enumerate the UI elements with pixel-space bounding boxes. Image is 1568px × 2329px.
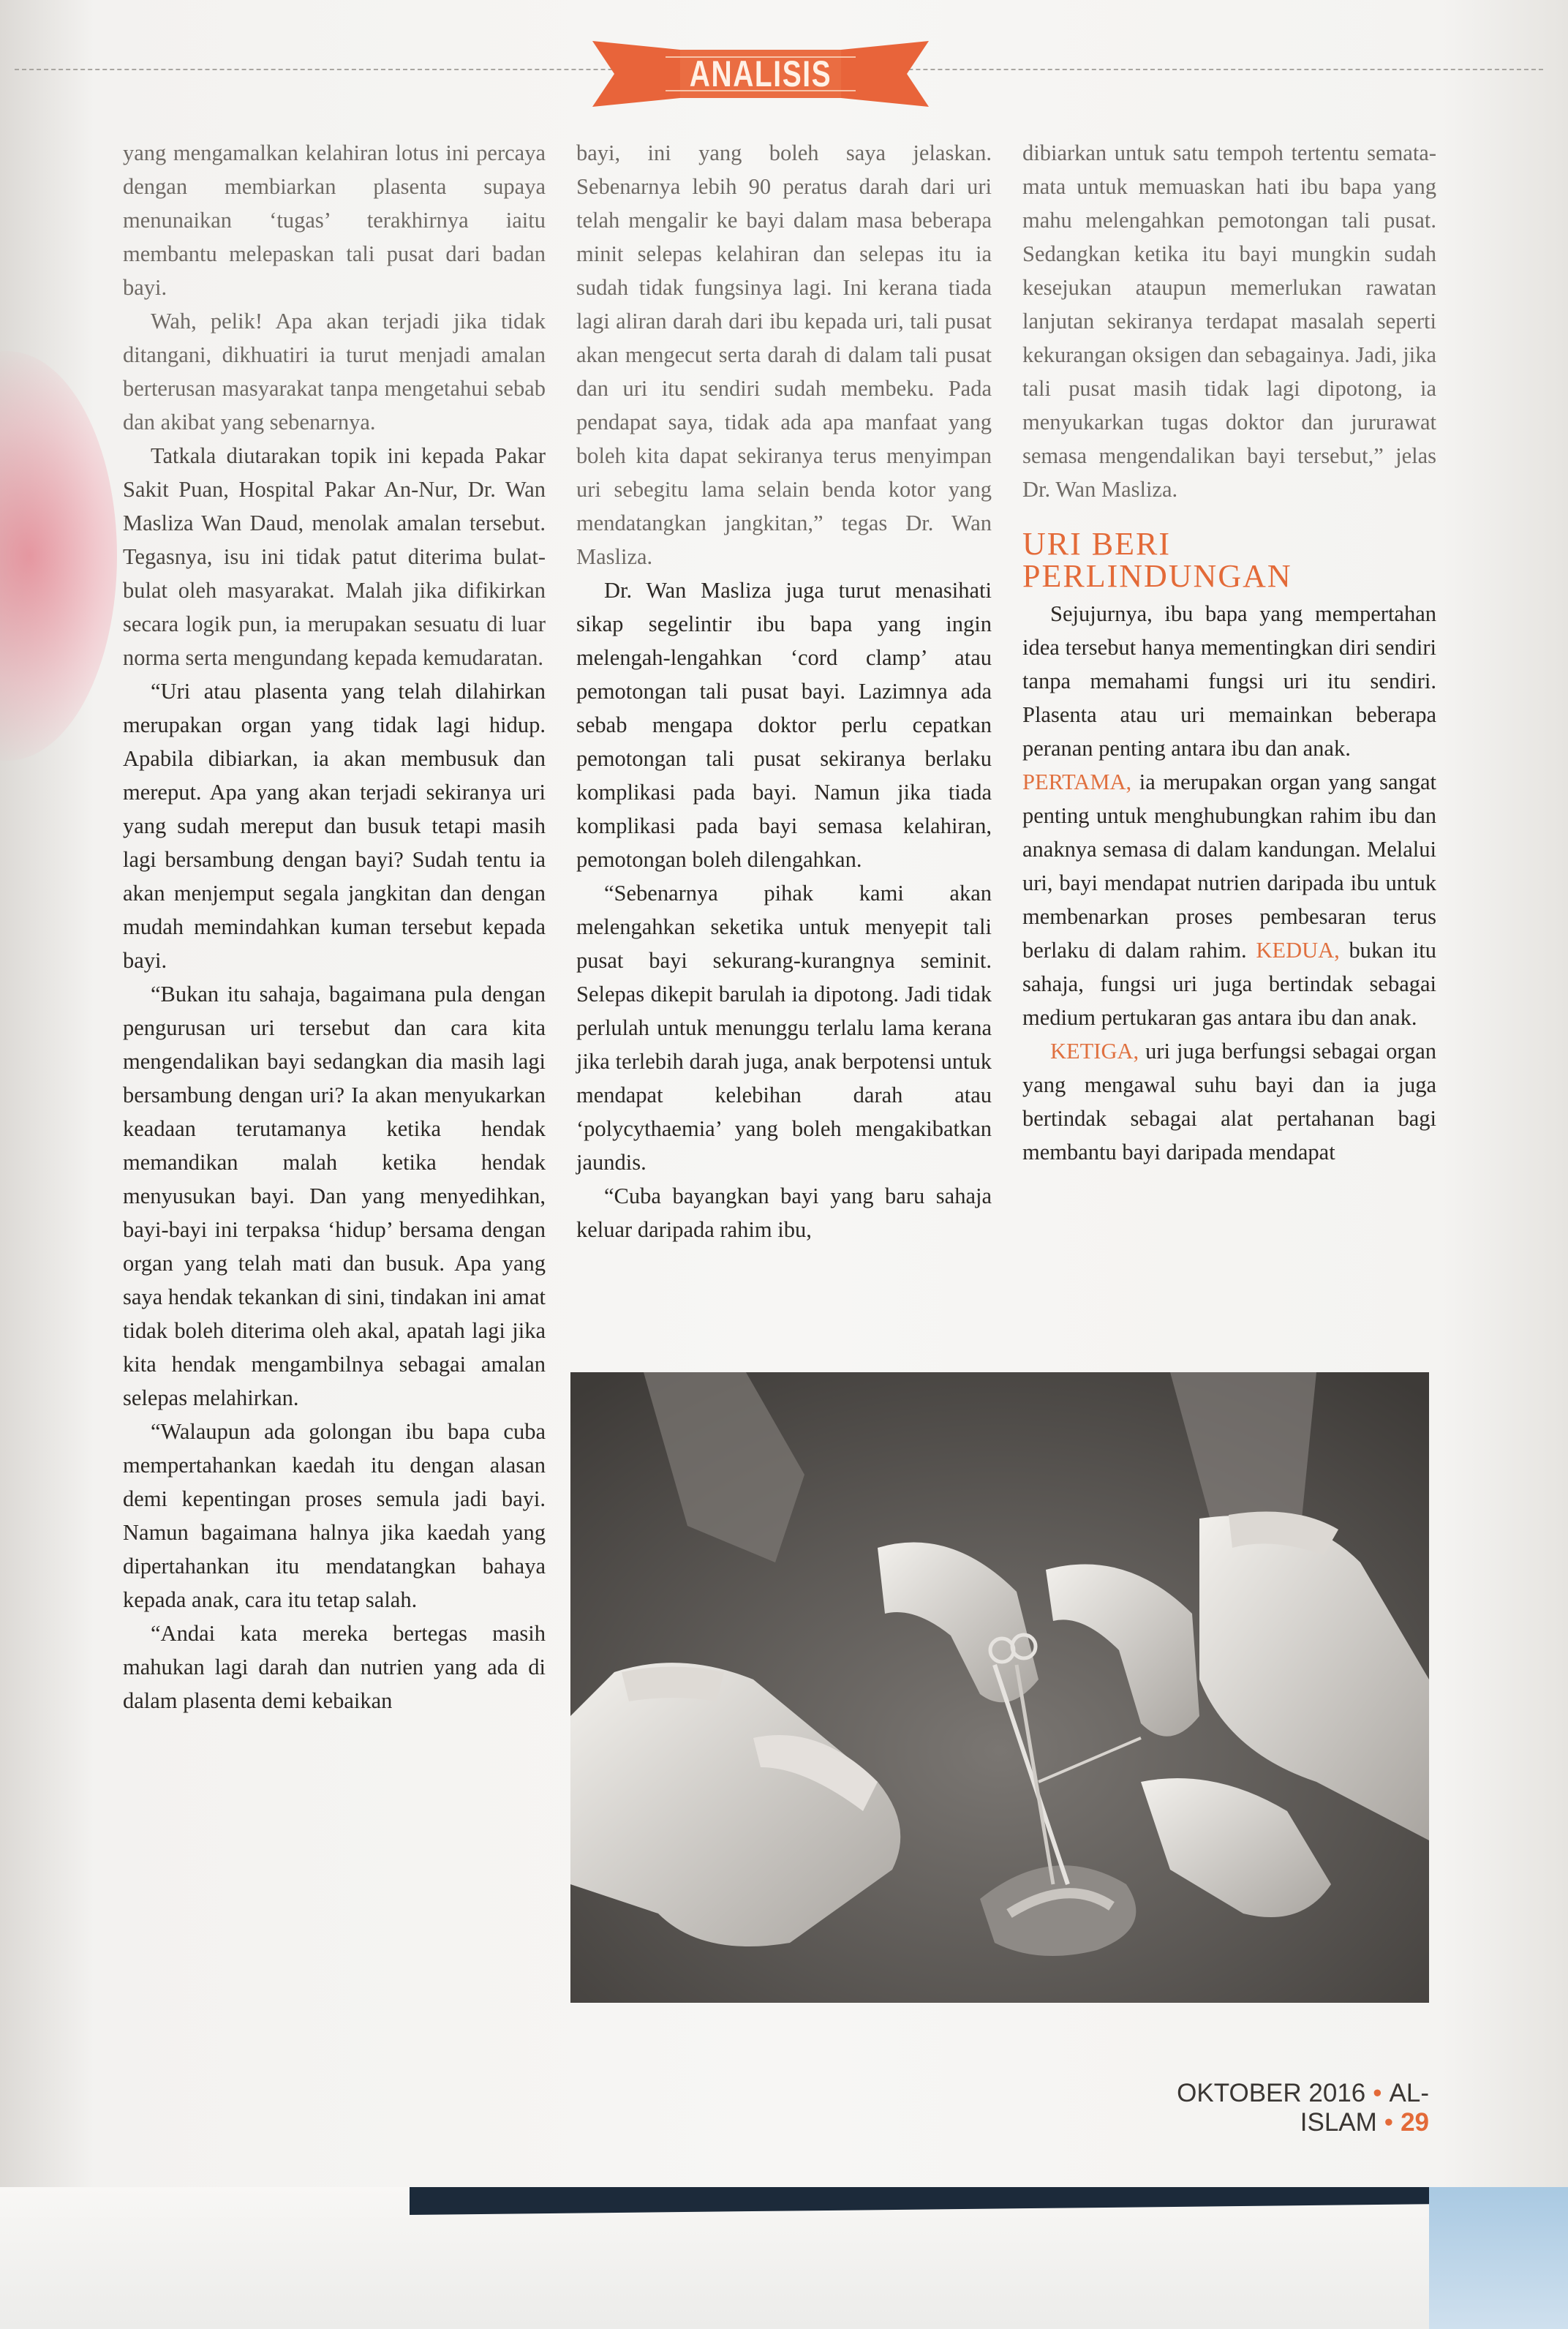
footer-bullet: • [1384,2108,1394,2137]
keyword-first: PERTAMA, [1022,770,1132,794]
article-column-1 [123,136,546,1717]
magazine-name: AL-ISLAM [1300,2079,1429,2137]
subheading: URI BERI PERLINDUNGAN [1022,526,1292,594]
paragraph: “Walaupun ada golongan ibu bapa cuba mempertahankan kaedah itu dengan alasan demi kepentingan proses semula jadi bayi. Namun bagaimana halnya jika kaedah yang dipertahankan itu mendatangkan bahaya kepada anak, cara itu tetap salah. [123,1419,546,1612]
paragraph: yang mengamalkan kelahiran lotus ini percaya dengan membiarkan plasenta supaya menunaikan ‘tugas’ terakhirnya iaitu membantu melepaskan tali pusat dari badan bayi. [123,140,546,300]
page-footer [1053,2079,1429,2137]
underlying-blue-edge [1429,2187,1568,2329]
section-label: ANALISIS [689,53,832,94]
article-photo [570,1372,1429,2003]
paragraph: “Uri atau plasenta yang telah dilahirkan merupakan organ yang tidak lagi hidup. Apabila dibiarkan, ia akan membusuk dan mereput. Apa yang akan terjadi sekiranya uri yang sudah mereput dan busuk tetapi masih lagi bersambung dengan bayi? Sudah tentu ia akan menjemput segala jangkitan dan dengan mudah memindahkan kuman tersebut kepada bayi. [123,679,546,973]
paragraph: “Sebenarnya pihak kami akan melengahkan seketika untuk menyepit tali pusat bayi sekurang-kurangnya seminit. Selepas dikepit barulah ia dipotong. Jadi tidak perlulah untuk menunggu terlalu lama kerana jika terlebih darah juga, anak berpotensi untuk mendapat kelebihan darah atau ‘polycythaemia’ yang boleh mengakibatkan jaundis. [576,881,992,1175]
paragraph-text: bukan itu sahaja, fungsi uri juga bertindak sebagai medium pertukaran gas antara ibu dan anak. [1022,938,1436,1030]
paragraph: dibiarkan untuk satu tempoh tertentu semata-mata untuk memuaskan hati ibu bapa yang mahu melengahkan pemotongan tali pusat. Sedangkan ketika itu bayi mungkin sudah kesejukan ataupun memerlukan rawatan lanjutan sekiranya terdapat masalah seperti kekurangan oksigen dan sebagainya. Jadi, jika tali pusat masih tidak lagi dipotong, ia menyukarkan tugas doktor dan jururawat semasa mengendalikan bayi tersebut,” jelas Dr. Wan Masliza. [1022,140,1436,502]
issue-date: OKTOBER 2016 [1177,2079,1366,2107]
paragraph: “Cuba bayangkan bayi yang baru sahaja keluar daripada rahim ibu, [576,1184,992,1242]
article-column-3 [1022,136,1436,1169]
paragraph: “Bukan itu sahaja, bagaimana pula dengan pengurusan uri tersebut dan cara kita mengendalikan bayi sedangkan dia masih lagi bersambung dengan uri? Ia akan menyukarkan keadaan terutamanya ketika hendak memandikan malah ketika hendak menyusukan bayi. Dan yang menyedihkan, bayi-bayi ini terpaksa ‘hidup’ bersama dengan organ yang telah mati dan busuk. Apa yang saya hendak tekankan di sini, tindakan ini amat tidak boleh diterima oleh akal, apatah lagi jika kita hendak mengambilnya sebagai amalan selepas melahirkan. [123,982,546,1410]
page-number: 29 [1401,2108,1429,2137]
gloved-hands-cord-clamp-image [570,1372,1429,2003]
article-column-2 [576,136,992,1246]
footer-bullet: • [1373,2079,1382,2107]
section-banner [592,34,929,114]
paragraph: bayi, ini yang boleh saya jelaskan. Sebenarnya lebih 90 peratus darah dari uri telah mengalir ke bayi dalam masa beberapa minit selepas kelahiran dan selepas itu ia sudah tidak fungsinya lagi. Ini kerana tiada lagi aliran darah dari ibu kepada uri, tali pusat akan mengecut serta darah di dalam tali pusat dan uri itu sendiri sudah membeku. Pada pendapat saya, tidak ada apa manfaat yang boleh kita dapat sekiranya terus menyimpan uri sebegitu lama selain benda kotor yang mendatangkan jangkitan,” tegas Dr. Wan Masliza. [576,140,992,569]
keyword-second: KEDUA, [1256,938,1340,963]
paragraph: Wah, pelik! Apa akan terjadi jika tidak ditangani, dikhuatiri ia turut menjadi amalan berterusan masyarakat tanpa mengetahui sebab dan akibat yang sebenarnya. [123,309,546,434]
paragraph-text: ia merupakan organ yang sangat penting untuk menghubungkan rahim ibu dan anaknya semasa di dalam kandungan. Melalui uri, bayi mendapat nutrien daripada ibu untuk membenarkan proses pembesaran terus berlaku di dalam rahim. [1022,770,1437,963]
paragraph [1022,1034,1436,1169]
paragraph: Sejujurnya, ibu bapa yang mempertahan idea tersebut hanya mementingkan diri sendiri tanpa memahami fungsi uri itu sendiri. Plasenta atau uri memainkan beberapa peranan penting antara ibu dan anak. [1022,601,1436,761]
paragraph-text: uri juga berfungsi sebagai organ yang mengawal suhu bayi dan ia juga bertindak sebagai alat pertahanan bagi membantu bayi daripada mendapat [1022,1039,1437,1164]
paragraph: Dr. Wan Masliza juga turut menasihati sikap segelintir ibu bapa yang ingin melengah-lengahkan ‘cord clamp’ atau pemotongan tali pusat bayi. Lazimnya ada sebab mengapa doktor perlu cepatkan pemotongan tali pusat sekiranya berlaku komplikasi pada bayi. Namun jika tiada komplikasi pada bayi semasa kelahiran, pemotongan boleh dilengahkan. [576,578,992,872]
keyword-third: KETIGA, [1050,1039,1139,1064]
decorative-pink-blur [0,351,117,761]
paragraph: Tatkala diutarakan topik ini kepada Pakar Sakit Puan, Hospital Pakar An-Nur, Dr. Wan Masliza Wan Daud, menolak amalan tersebut. Tegasnya, isu ini tidak patut diterima bulat-bulat oleh masyarakat. Malah jika difikirkan secara logik pun, ia merupakan sesuatu di luar norma serta mengundang kepada kemudaratan. [123,443,546,670]
paragraph: “Andai kata mereka bertegas masih mahukan lagi darah dan nutrien yang ada di dalam plasenta demi kebaikan [123,1621,546,1713]
paragraph [1022,765,1436,1034]
